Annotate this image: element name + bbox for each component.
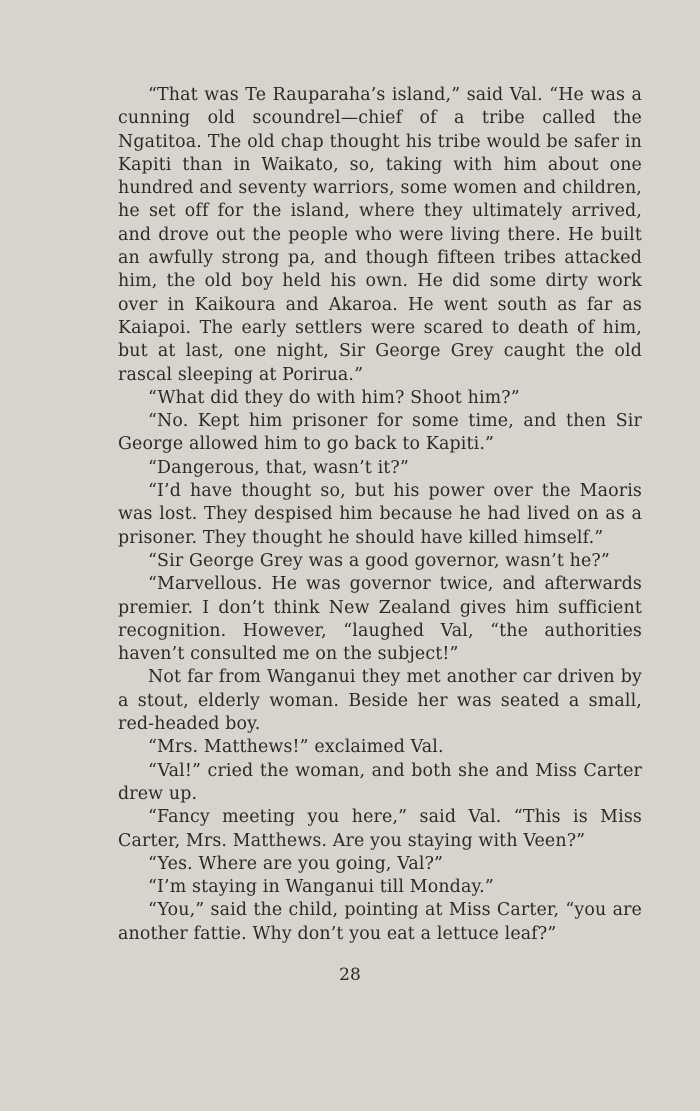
paragraph-1: “That was Te Rauparaha’s island,” said Val. “He was a cunning old scoundrel—chief of a tribe called the Ngatitoa. The old chap thought his tribe would be safer in Kapiti than in Waikato, so, taking with him about one hundred and seventy warriors, some women and children, he set off for the island, where they ultimately arrived, and drove out the people who were living there. He built an awfully strong pa, and though fifteen tribes attacked him, the old boy held his own. He did some dirty work over in Kaikoura and Akaroa. He went south as far as Kaiapoi. The early settlers were scared to death of him, but at last, one night, Sir George Grey caught the old rascal sleeping at Porirua.” [118,85,642,385]
paragraph-11: “Fancy meeting you here,” said Val. “This is Miss Carter, Mrs. Matthews. Are you staying with Veen?” [118,807,642,851]
paragraph-2: “What did they do with him? Shoot him?” [148,387,520,408]
page-number: 28 [339,965,361,985]
paragraph-9: “Mrs. Matthews!” exclaimed Val. [148,737,444,758]
paragraph-12: “Yes. Where are you going, Val?” [148,853,444,874]
paragraph-7: “Marvellous. He was governor twice, and afterwards premier. I don’t think New Zealand gives him sufficient recognition. However, “laughed Val, “the authorities haven’t consulted me on the subject!” [118,574,642,665]
paragraph-3: “No. Kept him prisoner for some time, and then Sir George allowed him to go back to Kapiti.” [118,411,642,455]
paragraph-14: “You,” said the child, pointing at Miss Carter, “you are another fattie. Why don’t you eat a lettuce leaf?” [118,900,642,944]
paragraph-13: “I’m staying in Wanganui till Monday.” [148,877,494,898]
paragraph-10: “Val!” cried the woman, and both she and Miss Carter drew up. [118,760,642,804]
body-text [118,84,642,946]
paragraph-5: “I’d have thought so, but his power over the Maoris was lost. They despised him because he had lived on as a prisoner. They thought he should have killed himself.” [118,481,642,548]
paragraph-8: Not far from Wanganui they met another car driven by a stout, elderly woman. Beside her was seated a small, red-headed boy. [118,667,642,735]
paragraph-4: “Dangerous, that, wasn’t it?” [148,457,409,478]
paragraph-6: “Sir George Grey was a good governor, wasn’t he?” [148,550,610,571]
